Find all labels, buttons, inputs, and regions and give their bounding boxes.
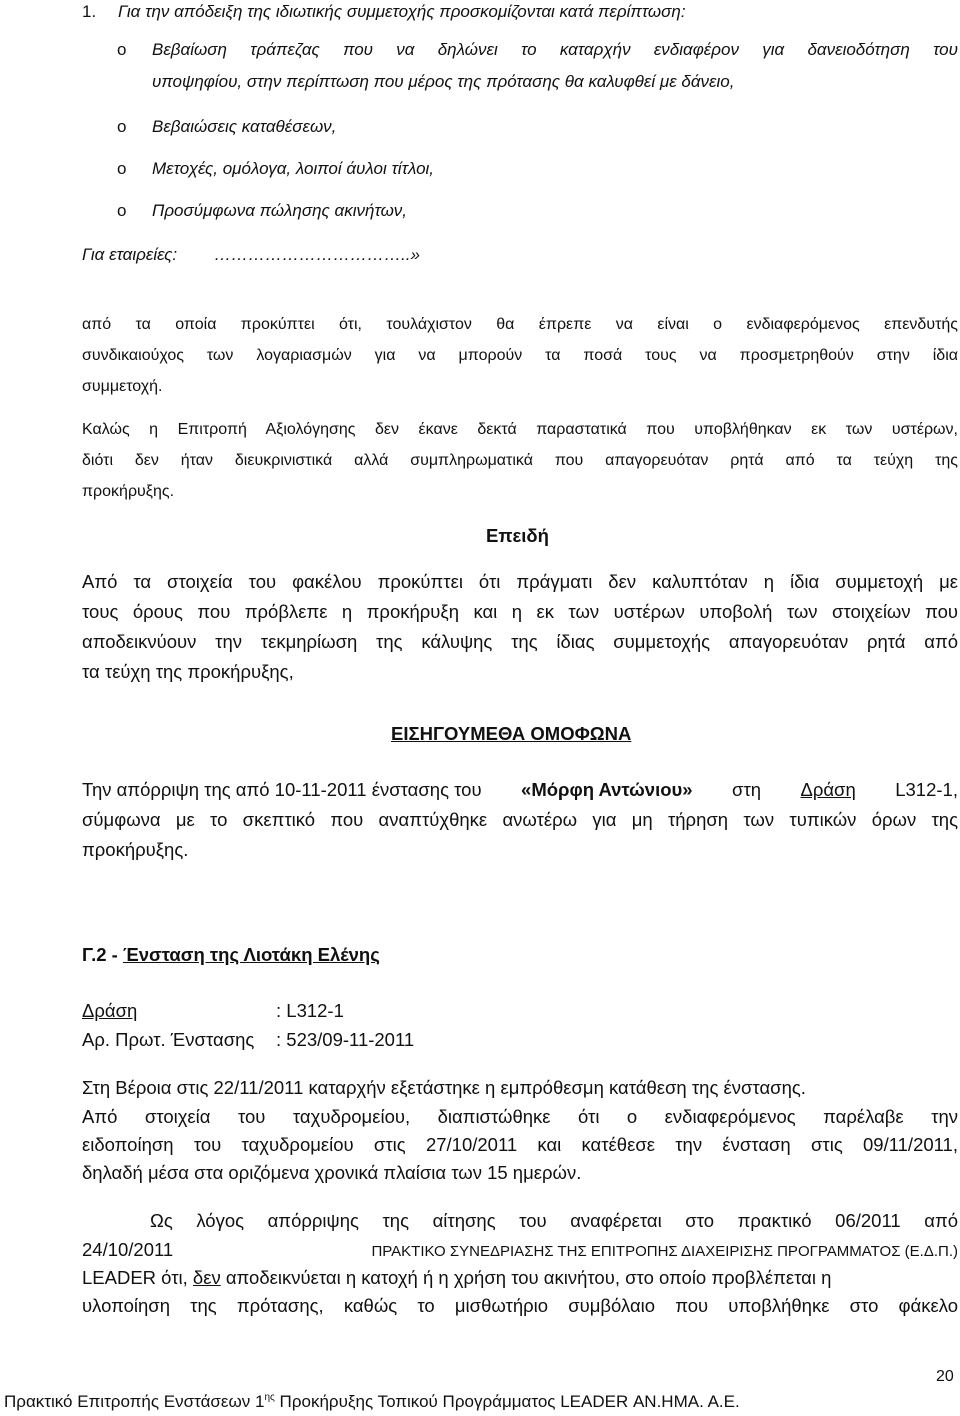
para3-line2: τους όρους που πρόβλεπε η προκήρυξη και η εκ των υστέρων υποβολή των στοιχείων που xyxy=(82,601,958,622)
companies-dots: ……………………………..» xyxy=(214,245,420,264)
para1-line3: συμμετοχή. xyxy=(82,378,163,395)
footer-superscript: ης xyxy=(264,1392,275,1403)
para4-line1-applicant: «Μόρφη Αντώνιου» xyxy=(521,779,693,800)
sub-item-3: Μετοχές, ομόλογα, λοιποί άυλοι τίτλοι, xyxy=(152,159,435,178)
para6-line4: υλοποίηση της πρότασης, καθώς το μισθωτήριο συμβόλαιο που υποβλήθηκε στο φάκελο xyxy=(82,1295,958,1316)
sub-item-1-line1: Βεβαίωση τράπεζας που να δηλώνει το καταρχήν ενδιαφέρον για δανειοδότηση του xyxy=(152,40,958,59)
section-title-text: Ένσταση της Λιοτάκη Ελένης xyxy=(122,944,380,965)
detail-label-measure: Δράση xyxy=(82,1000,138,1021)
para6-line1: Ως λόγος απόρριψης της αίτησης του αναφέρεται στο πρακτικό 06/2011 από xyxy=(150,1210,958,1231)
sub-item-1-line2: υποψηφίου, στην περίπτωση που μέρος της πρότασης θα καλυφθεί με δάνειο, xyxy=(152,72,735,91)
para5-line2: Από στοιχεία του ταχυδρομείου, διαπιστώθηκε ότι ο ενδιαφερόμενος παρέλαβε την xyxy=(82,1106,958,1127)
para6-line3-emphasis: δεν xyxy=(192,1267,221,1288)
section-prefix: Γ.2 - xyxy=(82,944,123,965)
para4-line1-part-e: L312-1, xyxy=(890,779,958,800)
para3-line4: τα τεύχη της προκήρυξης, xyxy=(82,661,294,682)
para2-line1: Καλώς η Επιτροπή Αξιολόγησης δεν έκανε δεκτά παραστατικά που υποβλήθηκαν εκ των υστέρων, xyxy=(82,421,958,438)
footer-part2: Προκήρυξης Τοπικού Προγράμματος LEADER ΑΝ.ΗΜΑ. Α.Ε. xyxy=(274,1392,740,1411)
para2-line3: προκήρυξης. xyxy=(82,483,175,500)
list-header-text: Για την απόδειξη της ιδιωτικής συμμετοχής προσκομίζονται κατά περίπτωση: xyxy=(118,2,686,21)
para6-line2-minutes: ΠΡΑΚΤΙΚΟ ΣΥΝΕΔΡΙΑΣΗΣ ΤΗΣ ΕΠΙΤΡΟΠΗΣ ΔΙΑΧΕΙΡΙΣΗΣ ΠΡΟΓΡΑΜΜΑΤΟΣ (Ε.Δ.Π.) xyxy=(371,1243,958,1260)
para1-line2: συνδικαιούχος των λογαριασμών για να μπορούν τα ποσά τους να προσμετρηθούν στην ίδια xyxy=(82,347,958,364)
para5-line1: Στη Βέροια στις 22/11/2011 καταρχήν εξετάστηκε η εμπρόθεσμη κατάθεση της ένστασης. xyxy=(82,1077,806,1098)
para6-line3-part-c: αποδεικνύεται η κατοχή ή η χρήση του ακινήτου, στο οποίο προβλέπεται η xyxy=(220,1267,832,1288)
bullet-marker: o xyxy=(117,117,127,136)
para3-line3: αποδεικνύουν την τεκμηρίωση της κάλυψης της ίδιας συμμετοχής απαγορευόταν ρητά από xyxy=(82,631,958,652)
para4-line1-part-c: στη xyxy=(726,779,767,800)
para4-line1-part-a: Την απόρριψη της από 10-11-2011 ένστασης του xyxy=(82,779,487,800)
page-number: 20 xyxy=(936,1368,954,1385)
detail-value-measure: : L312-1 xyxy=(276,1000,344,1021)
detail-value-protocol: : 523/09-11-2011 xyxy=(276,1029,415,1050)
para5-line4: δηλαδή μέσα στα οριζόμενα χρονικά πλαίσια των 15 ημερών. xyxy=(82,1162,582,1183)
detail-label-protocol: Αρ. Πρωτ. Ένστασης xyxy=(82,1029,255,1050)
section-title xyxy=(82,944,380,966)
para6-line3-part-a: LEADER ότι, xyxy=(82,1267,193,1288)
para4-line1-measure: Δράση xyxy=(800,779,856,800)
para6-line3 xyxy=(82,1267,958,1289)
footer-text xyxy=(4,1392,740,1412)
para4-line1 xyxy=(82,779,958,801)
footer-part1: Πρακτικό Επιτροπής Ενστάσεων 1 xyxy=(4,1392,265,1411)
bullet-marker: o xyxy=(117,40,127,59)
bullet-marker: o xyxy=(117,159,127,178)
para6-line2 xyxy=(82,1239,958,1265)
para1-line1: από τα οποία προκύπτει ότι, τουλάχιστον θα έπρεπε να είναι ο ενδιαφερόμενος επενδυτής xyxy=(82,316,958,333)
heading-since: Επειδή xyxy=(486,525,549,546)
para5-line3: ειδοποίηση του ταχυδρομείου στις 27/10/2011 και κατέθεσε την ένσταση στις 09/11/2011, xyxy=(82,1134,958,1155)
heading-recommend: ΕΙΣΗΓΟΥΜΕΘΑ ΟΜΟΦΩΝΑ xyxy=(391,723,632,744)
para2-line2: διότι δεν ήταν διευκρινιστικά αλλά συμπληρωματικά που απαγορευόταν ρητά από τα τεύχη της xyxy=(82,452,958,469)
companies-label: Για εταιρείες: xyxy=(82,245,178,264)
sub-item-4: Προσύμφωνα πώλησης ακινήτων, xyxy=(152,201,408,220)
bullet-marker: o xyxy=(117,201,127,220)
para3-line1: Από τα στοιχεία του φακέλου προκύπτει ότι πράγματι δεν καλυπτόταν η ίδια συμμετοχή με xyxy=(82,571,958,592)
para4-line3: προκήρυξης. xyxy=(82,839,189,860)
sub-item-2: Βεβαιώσεις καταθέσεων, xyxy=(152,117,337,136)
para6-line2-date: 24/10/2011 xyxy=(82,1239,174,1260)
para4-line2: σύμφωνα με το σκεπτικό που αναπτύχθηκε ανωτέρω για μη τήρηση των τυπικών όρων της xyxy=(82,809,958,830)
list-number: 1. xyxy=(82,2,97,21)
